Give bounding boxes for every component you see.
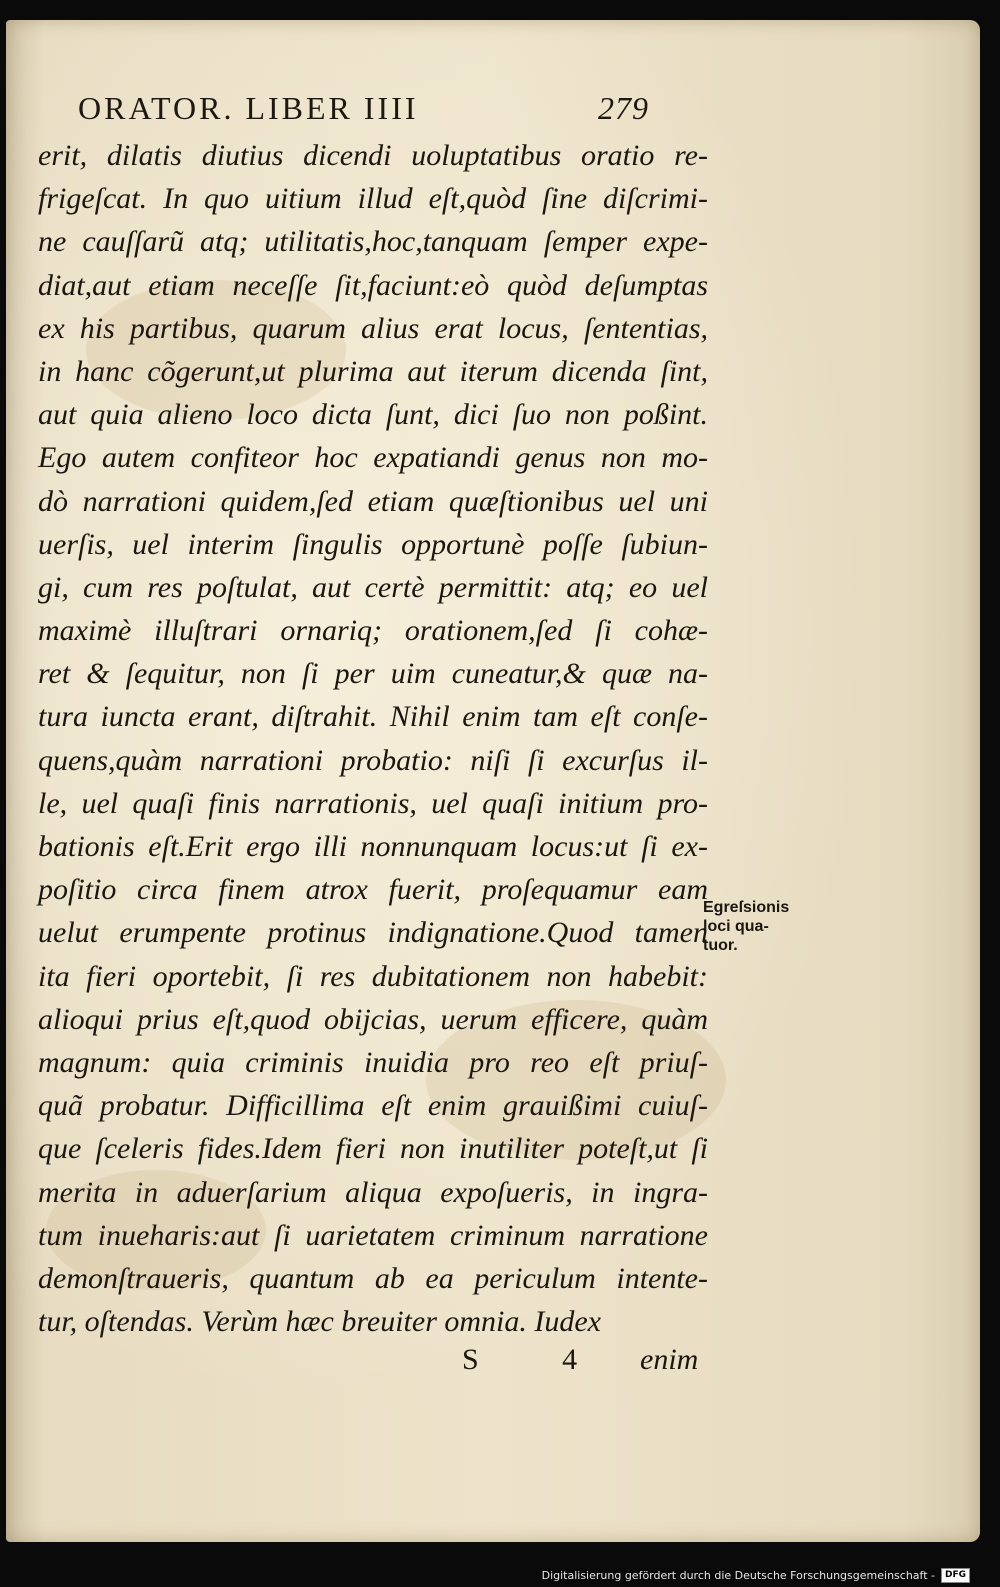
text-line: aut quia alieno loco dicta ſunt, dici ſuo non poßint. <box>38 398 708 432</box>
running-head <box>78 90 668 127</box>
marginal-note <box>703 898 833 955</box>
signature-mark: S 4 <box>462 1343 616 1376</box>
text-line: quã probatur. Difficillima eſt enim grauißimi cuiuſ- <box>38 1089 708 1123</box>
text-line: demonſtraueris, quantum ab ea periculum intente- <box>38 1261 708 1295</box>
page-number: 279 <box>598 90 649 126</box>
text-line: tum inueharis:aut ſi uarietatem criminum narratione <box>38 1218 708 1252</box>
text-line: ex his partibus, quarum alius erat locus, ſententias, <box>38 311 708 345</box>
text-line: frigeſcat. In quo uitium illud eſt,quòd ſine diſcrimi- <box>38 182 708 216</box>
text-line: bationis eſt.Erit ergo illi nonnunquam locus:ut ſi ex- <box>38 830 708 863</box>
text-line: diat,aut etiam neceſſe ſit,faciunt:eò quòd deſumptas <box>38 268 708 302</box>
text-line: ita fieri oportebit, ſi res dubitationem non habebit: <box>38 959 708 993</box>
text-line: uelut erumpente protinus indignatione.Quod tamen <box>38 916 708 950</box>
text-line: ne cauſſarũ atq; utilitatis,hoc,tanquam ſemper expe- <box>38 225 708 259</box>
text-line: merita in aduerſarium aliqua expoſueris, in ingra- <box>38 1175 708 1209</box>
text-line: le, uel quaſi finis narrationis, uel quaſi initium pro- <box>38 786 708 820</box>
text-line: ret & ſequitur, non ſi per uim cuneatur,& quæ na- <box>38 657 708 691</box>
text-line: poſitio circa finem atrox fuerit, proſequamur eam <box>38 873 708 907</box>
catchword: enim <box>640 1343 699 1376</box>
marginal-note-line: loci qua- <box>703 918 769 935</box>
text-line: maximè illuſtrari ornariq; orationem,ſed ſi cohæ- <box>38 614 708 648</box>
text-line: magnum: quia criminis inuidia pro reo eſt priuſ- <box>38 1045 708 1079</box>
text-line: que ſceleris fides.Idem fieri non inutiliter poteſt,ut ſi <box>38 1132 708 1166</box>
text-line: tura iuncta erant, diſtrahit. Nihil enim tam eſt conſe- <box>38 700 708 734</box>
credit-text: Digitalisierung gefördert durch die Deutsche Forschungsgemeinschaft - <box>541 1568 935 1582</box>
text-line: quens,quàm narrationi probatio: niſi ſi excurſus il- <box>38 743 708 777</box>
text-line: Ego autem confiteor hoc expatiandi genus non mo- <box>38 441 708 475</box>
body-text <box>38 134 708 1343</box>
running-head-title: ORATOR. LIBER IIII <box>78 90 419 126</box>
text-line: gi, cum res poſtulat, aut certè permittit: atq; eo uel <box>38 570 708 604</box>
text-line: in hanc cõgerunt,ut plurima aut iterum dicenda ſint, <box>38 354 708 388</box>
text-line: alioqui prius eſt,quod obijcias, uerum efficere, quàm <box>38 1002 708 1036</box>
text-line: uerſis, uel interim ſingulis opportunè poſſe ſubiun- <box>38 527 708 561</box>
text-line: dò narrationi quidem,ſed etiam quæſtionibus uel uni <box>38 484 708 518</box>
marginal-note-line: tuor. <box>703 937 738 954</box>
text-line: erit, dilatis diutius dicendi uoluptatibus oratio re- <box>38 139 708 172</box>
dfg-logo-icon: DFG <box>941 1568 970 1583</box>
marginal-note-line: Egreſsionis <box>703 899 790 916</box>
text-line: tur, oſtendas. Verùm hæc breuiter omnia. Iudex <box>38 1305 601 1339</box>
digitization-credit <box>542 1565 970 1585</box>
